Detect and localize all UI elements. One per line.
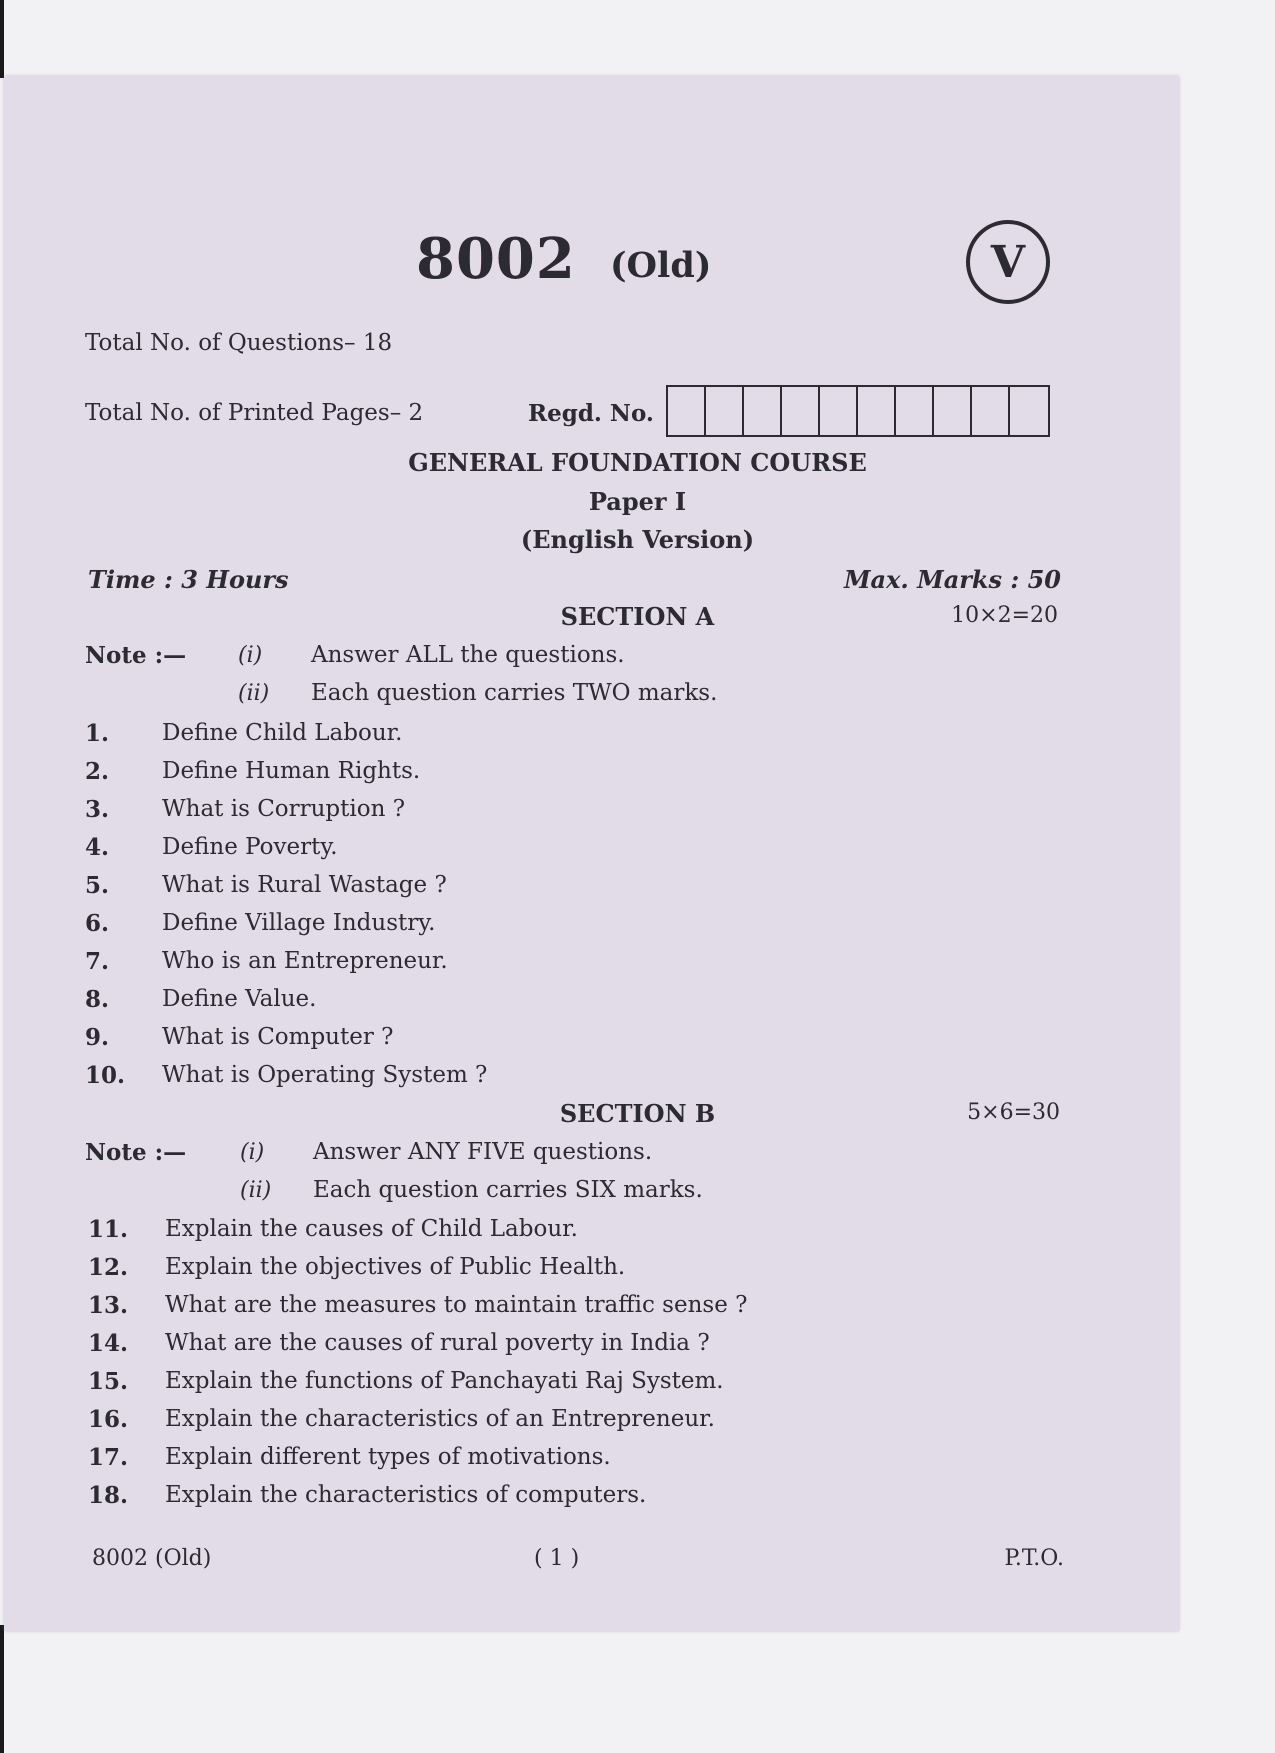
question-number: 10.: [85, 1062, 126, 1089]
max-marks: Max. Marks : 50: [843, 565, 1061, 594]
question-number: 8.: [85, 986, 110, 1013]
question-text: Explain different types of motivations.: [165, 1444, 611, 1470]
question-text: Define Child Labour.: [162, 720, 403, 746]
page-number: ( 1 ): [534, 1546, 580, 1571]
note-number: (ii): [240, 1178, 272, 1203]
regd-digit-box[interactable]: [972, 387, 1010, 435]
paper-title: Paper I: [588, 487, 687, 516]
regd-digit-box[interactable]: [782, 387, 820, 435]
question-text: Define Human Rights.: [162, 758, 421, 784]
regd-label: Regd. No.: [528, 400, 654, 427]
question-number: 18.: [88, 1482, 129, 1509]
question-number: 3.: [85, 796, 110, 823]
regd-digit-box[interactable]: [668, 387, 706, 435]
question-text: What is Corruption ?: [162, 796, 406, 822]
question-text: Who is an Entrepreneur.: [162, 948, 448, 974]
question-text: Explain the causes of Child Labour.: [165, 1216, 578, 1242]
paper-code: 8002: [416, 226, 576, 292]
question-number: 4.: [85, 834, 110, 861]
section-b-title: SECTION B: [559, 1099, 716, 1128]
regd-digit-box[interactable]: [744, 387, 782, 435]
section-a-note-label: Note :—: [85, 642, 187, 669]
regd-digit-box[interactable]: [706, 387, 744, 435]
scan-edge-top: [0, 0, 4, 78]
note-text: Each question carries TWO marks.: [311, 680, 718, 706]
scan-edge-bottom: [0, 1625, 4, 1753]
section-b-marks: 5×6=30: [967, 1100, 1060, 1125]
note-text: Answer ANY FIVE questions.: [313, 1139, 653, 1165]
note-text: Answer ALL the questions.: [311, 642, 625, 668]
question-text: Define Value.: [162, 986, 317, 1012]
regd-number-boxes[interactable]: [666, 385, 1050, 437]
question-number: 6.: [85, 910, 110, 937]
question-text: Define Village Industry.: [162, 910, 436, 936]
note-number: (ii): [238, 681, 270, 706]
paper-code-suffix: (Old): [610, 245, 712, 286]
question-number: 9.: [85, 1024, 110, 1051]
question-text: Explain the functions of Panchayati Raj System.: [165, 1368, 724, 1394]
question-text: Define Poverty.: [162, 834, 338, 860]
question-text: Explain the objectives of Public Health.: [165, 1254, 626, 1280]
question-number: 11.: [88, 1216, 129, 1243]
question-number: 15.: [88, 1368, 129, 1395]
note-number: (i): [238, 643, 263, 668]
footer-code: 8002 (Old): [92, 1546, 212, 1571]
question-number: 13.: [88, 1292, 129, 1319]
question-number: 12.: [88, 1254, 129, 1281]
question-text: Explain the characteristics of an Entrepreneur.: [165, 1406, 715, 1432]
pto-label: P.T.O.: [1004, 1546, 1064, 1571]
question-text: What are the measures to maintain traffic sense ?: [165, 1292, 748, 1318]
question-number: 7.: [85, 948, 110, 975]
regd-digit-box[interactable]: [820, 387, 858, 435]
question-number: 17.: [88, 1444, 129, 1471]
version-title: (English Version): [520, 525, 755, 554]
question-number: 16.: [88, 1406, 129, 1433]
question-text: Explain the characteristics of computers.: [165, 1482, 647, 1508]
question-number: 5.: [85, 872, 110, 899]
regd-digit-box[interactable]: [934, 387, 972, 435]
total-questions: Total No. of Questions– 18: [85, 330, 393, 356]
question-text: What are the causes of rural poverty in India ?: [165, 1330, 710, 1356]
course-title: GENERAL FOUNDATION COURSE: [408, 448, 867, 477]
note-number: (i): [240, 1140, 265, 1165]
section-a-marks: 10×2=20: [951, 603, 1058, 628]
question-text: What is Operating System ?: [162, 1062, 488, 1088]
question-number: 2.: [85, 758, 110, 785]
section-b-note-label: Note :—: [85, 1139, 187, 1166]
question-text: What is Rural Wastage ?: [162, 872, 447, 898]
section-a-title: SECTION A: [560, 602, 715, 631]
version-mark: V: [966, 220, 1050, 304]
regd-digit-box[interactable]: [896, 387, 934, 435]
total-pages: Total No. of Printed Pages– 2: [85, 400, 424, 426]
question-number: 1.: [85, 720, 110, 747]
regd-digit-box[interactable]: [1010, 387, 1048, 435]
note-text: Each question carries SIX marks.: [313, 1177, 703, 1203]
question-text: What is Computer ?: [162, 1024, 394, 1050]
time-allowed: Time : 3 Hours: [88, 565, 289, 594]
question-number: 14.: [88, 1330, 129, 1357]
regd-digit-box[interactable]: [858, 387, 896, 435]
